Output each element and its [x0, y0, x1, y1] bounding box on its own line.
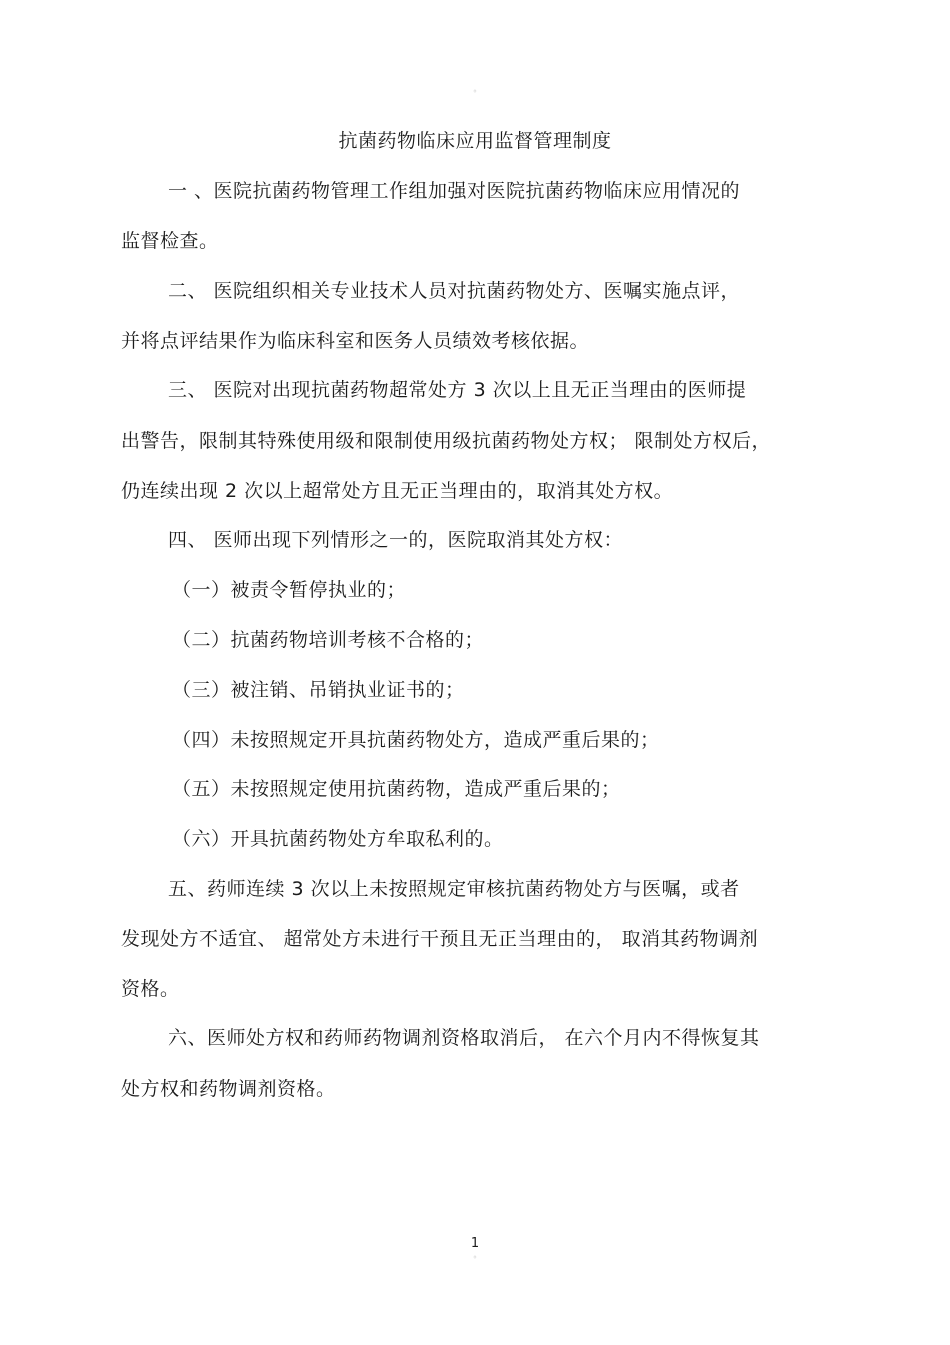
clause-5-line-2: 发现处方不适宜、 超常处方未进行干预且无正当理由的， 取消其药物调剂 [121, 928, 759, 950]
clause-1-line-2: 监督检查。 [121, 230, 219, 252]
clause-4-item-5: （五）未按照规定使用抗菌药物，造成严重后果的； [172, 778, 621, 800]
clause-4-item-2: （二）抗菌药物培训考核不合格的； [172, 629, 485, 651]
clause-2-line-1: 二、 医院组织相关专业技术人员对抗菌药物处方、医嘱实施点评， [168, 280, 741, 302]
bottom-mark: ◦ [472, 1253, 478, 1262]
clause-5-line-3: 资格。 [121, 978, 180, 1000]
top-mark: ◦ [472, 87, 478, 96]
page-number: 1 [470, 1236, 480, 1251]
clause-3-line-3: 仍连续出现 2 次以上超常处方且无正当理由的，取消其处方权。 [121, 480, 674, 502]
clause-6-line-1: 六、医师处方权和药师药物调剂资格取消后， 在六个月内不得恢复其 [168, 1027, 760, 1049]
clause-3-line-2: 出警告，限制其特殊使用级和限制使用级抗菌药物处方权； 限制处方权后， [121, 430, 772, 452]
clause-4-item-4: （四）未按照规定开具抗菌药物处方，造成严重后果的； [172, 729, 660, 751]
clause-1-line-1: 一 、医院抗菌药物管理工作组加强对医院抗菌药物临床应用情况的 [168, 180, 741, 202]
clause-4-item-1: （一）被责令暂停执业的； [172, 579, 407, 601]
clause-2-line-2: 并将点评结果作为临床科室和医务人员绩效考核依据。 [121, 330, 590, 352]
clause-6-line-2: 处方权和药物调剂资格。 [121, 1078, 336, 1100]
clause-4-item-3: （三）被注销、吊销执业证书的； [172, 679, 465, 701]
clause-4-item-6: （六）开具抗菌药物处方牟取私利的。 [172, 828, 504, 850]
clause-4-line-1: 四、 医师出现下列情形之一的，医院取消其处方权： [168, 529, 624, 551]
clause-3-line-1: 三、 医院对出现抗菌药物超常处方 3 次以上且无正当理由的医师提 [168, 379, 747, 401]
document-title: 抗菌药物临床应用监督管理制度 [338, 130, 612, 152]
clause-5-line-1: 五、药师连续 3 次以上未按照规定审核抗菌药物处方与医嘱，或者 [168, 878, 740, 900]
